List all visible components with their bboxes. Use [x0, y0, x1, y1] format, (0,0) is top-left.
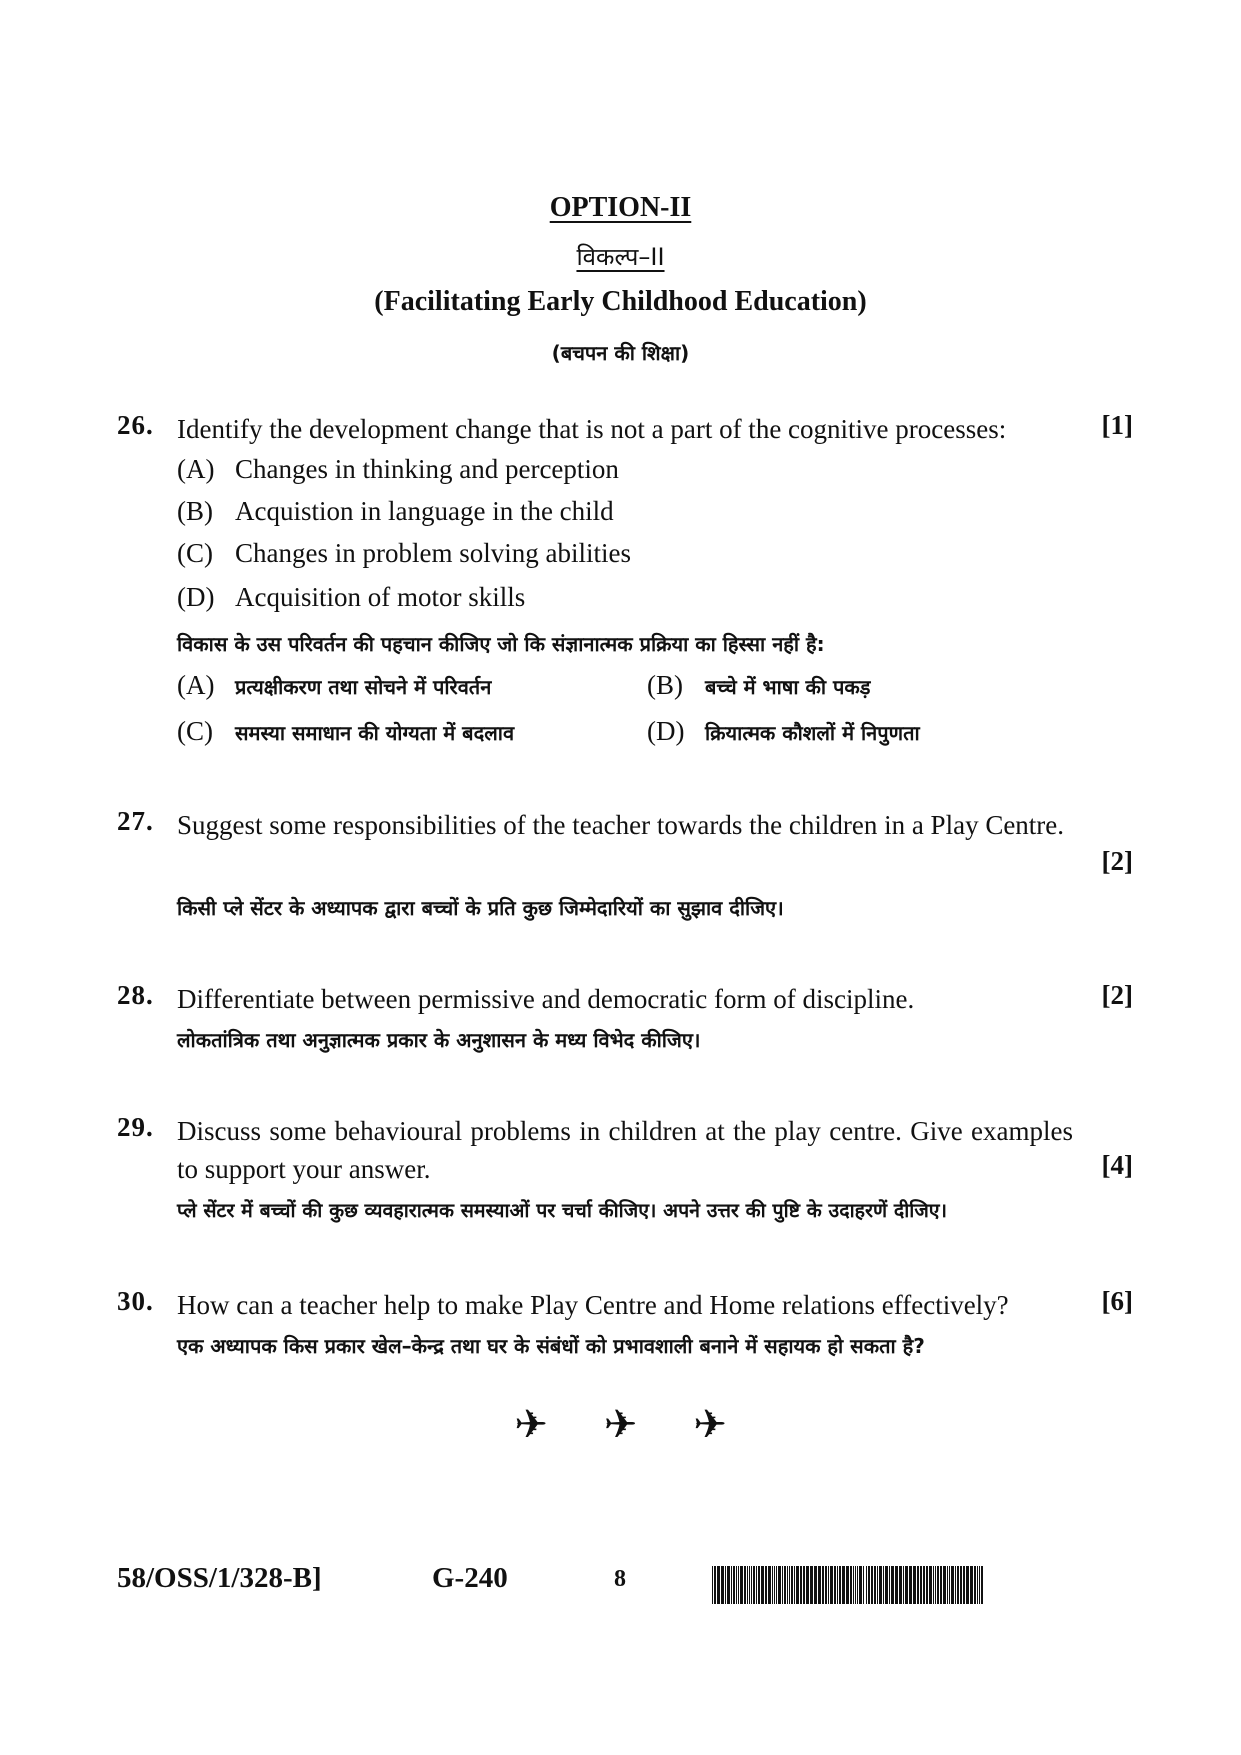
subject-title-hindi: (बचपन की शिक्षा) — [551, 341, 690, 365]
barcode-bar — [957, 1566, 959, 1604]
barcode-bar — [789, 1566, 790, 1604]
barcode-bar — [731, 1566, 732, 1604]
barcode-bar — [751, 1566, 752, 1604]
question-text: Differentiate between permissive and democratic form of discipline. — [177, 984, 915, 1014]
barcode-bar — [859, 1566, 862, 1604]
option-d — [177, 582, 525, 613]
barcode-bar — [929, 1566, 932, 1604]
option-label: (A) — [177, 454, 215, 484]
option-text: क्रियात्मक कौशलों में निपुणता — [705, 721, 920, 745]
barcode-bar — [850, 1566, 852, 1604]
barcode-bar — [834, 1566, 836, 1604]
question-text-hindi: प्ले सेंटर में बच्चों की कुछ व्यवहारात्मक समस्याओं पर चर्चा कीजिए। अपने उत्तर की पुष्टि के उदाहरणें दीजिए। — [177, 1199, 947, 1222]
barcode-bar — [933, 1566, 934, 1604]
option-label: (D) — [177, 582, 215, 612]
barcode-bar — [977, 1566, 978, 1604]
barcode-bar — [905, 1566, 908, 1604]
barcode-bar — [974, 1566, 976, 1604]
option-text: समस्या समाधान की योग्यता में बदलाव — [235, 721, 515, 745]
question-number: 27. — [117, 806, 154, 836]
barcode-bar — [839, 1566, 841, 1604]
barcode-bar — [803, 1566, 805, 1604]
question-text: Identify the development change that is not a part of the cognitive processes: — [177, 414, 1007, 444]
barcode-bar — [747, 1566, 748, 1604]
barcode-bar — [842, 1566, 845, 1604]
barcode-bar — [846, 1566, 849, 1604]
barcode-bar — [923, 1566, 925, 1604]
question-text-hindi: किसी प्ले सेंटर के अध्यापक द्वारा बच्चों के प्रति कुछ जिम्मेदारियों का सुझाव दीजिए। — [177, 896, 784, 920]
barcode-bar — [963, 1566, 965, 1604]
airplane-icon: ✈ — [693, 1402, 727, 1448]
barcode-bar — [740, 1566, 743, 1604]
barcode-bar — [940, 1566, 942, 1604]
barcode-bar — [717, 1566, 720, 1604]
barcode-bar — [857, 1566, 858, 1604]
barcode-bar — [979, 1566, 980, 1604]
barcode-bar — [937, 1566, 939, 1604]
option-title-english: OPTION-II — [549, 192, 692, 223]
barcode-bar — [794, 1566, 795, 1604]
barcode-bar — [756, 1566, 757, 1604]
question-number: 30. — [117, 1286, 154, 1316]
barcode-bar — [753, 1566, 755, 1604]
barcode-bar — [895, 1566, 898, 1604]
barcode-bar — [966, 1566, 969, 1604]
barcode-bar — [943, 1566, 946, 1604]
barcode-bar — [913, 1566, 916, 1604]
option-b — [177, 496, 614, 527]
barcode-bar — [920, 1566, 922, 1604]
barcode-bar — [774, 1566, 775, 1604]
option-text: Acquistion in language in the child — [235, 496, 614, 526]
barcode-bar — [883, 1566, 884, 1604]
barcode-bar — [738, 1566, 739, 1604]
question-text: How can a teacher help to make Play Centre and Home relations effectively? — [177, 1290, 1009, 1320]
barcode-bar — [818, 1566, 821, 1604]
barcode-bar — [868, 1566, 870, 1604]
barcode-bar — [960, 1566, 962, 1604]
question-number: 29. — [117, 1112, 154, 1142]
barcode-bar — [951, 1566, 954, 1604]
option-b-hindi — [647, 670, 870, 701]
barcode-bar — [814, 1566, 817, 1604]
barcode-bar — [889, 1566, 890, 1604]
barcode-bar — [768, 1566, 771, 1604]
barcode-bar — [955, 1566, 956, 1604]
option-text: बच्चे में भाषा की पकड़ — [705, 675, 871, 699]
paper-set: G-240 — [432, 1562, 508, 1594]
barcode-bar — [772, 1566, 773, 1604]
barcode-bar — [981, 1566, 983, 1604]
barcode-bar — [879, 1566, 882, 1604]
barcode-bar — [778, 1566, 781, 1604]
barcode-bar — [830, 1566, 833, 1604]
question-text: Discuss some behavioural problems in children at the play centre. Give examples to support your answer. — [177, 1116, 1073, 1184]
barcode-bar — [822, 1566, 824, 1604]
question-marks: [2] — [1101, 846, 1133, 876]
barcode-bar — [758, 1566, 760, 1604]
question-marks: [2] — [1101, 980, 1133, 1010]
barcode-bar — [877, 1566, 878, 1604]
option-c — [177, 538, 631, 569]
barcode-bar — [903, 1566, 904, 1604]
option-c-hindi — [177, 716, 514, 747]
barcode-bar — [899, 1566, 902, 1604]
barcode-bar — [721, 1566, 724, 1604]
option-label: (D) — [647, 716, 685, 746]
barcode-bar — [796, 1566, 799, 1604]
barcode-bar — [744, 1566, 746, 1604]
barcode-bar — [917, 1566, 919, 1604]
barcode-bar — [874, 1566, 876, 1604]
barcode-bar — [949, 1566, 950, 1604]
barcode-bar — [828, 1566, 829, 1604]
question-text-hindi: एक अध्यापक किस प्रकार खेल–केन्द्र तथा घर के संबंधों को प्रभावशाली बनाने में सहायक हो सकता है? — [177, 1334, 925, 1358]
barcode-bar — [909, 1566, 912, 1604]
paper-code: 58/OSS/1/328-B] — [117, 1562, 322, 1594]
option-label: (B) — [647, 670, 683, 700]
question-text: Suggest some responsibilities of the teacher towards the children in a Play Centre. — [177, 810, 1065, 840]
airplane-icon: ✈ — [603, 1402, 638, 1448]
option-d-hindi — [647, 716, 920, 747]
option-label: (C) — [177, 538, 213, 568]
barcode-bar — [714, 1566, 716, 1604]
barcode-bar — [733, 1566, 735, 1604]
question-marks: [6] — [1101, 1286, 1133, 1316]
barcode-bar — [787, 1566, 788, 1604]
end-of-section-marks — [0, 1402, 1241, 1448]
barcode-bar — [782, 1566, 783, 1604]
barcode-bar — [891, 1566, 894, 1604]
barcode-bar — [800, 1566, 802, 1604]
option-a — [177, 454, 619, 485]
barcode-image — [712, 1566, 984, 1604]
barcode-bar — [866, 1566, 867, 1604]
option-label: (C) — [177, 716, 213, 746]
barcode-bar — [947, 1566, 948, 1604]
option-title-hindi — [0, 240, 1241, 273]
barcode-bar — [791, 1566, 793, 1604]
barcode-bar — [712, 1566, 713, 1604]
barcode-bar — [776, 1566, 777, 1604]
question-text-hindi: विकास के उस परिवर्तन की पहचान कीजिए जो कि संज्ञानात्मक प्रक्रिया का हिस्सा नहीं है: — [177, 632, 825, 656]
option-text: प्रत्यक्षीकरण तथा सोचने में परिवर्तन — [235, 675, 492, 699]
barcode-bar — [970, 1566, 973, 1604]
barcode-bar — [765, 1566, 767, 1604]
airplane-icon: ✈ — [514, 1402, 548, 1448]
barcode-bar — [885, 1566, 888, 1604]
option-title-hindi-text: विकल्प–II — [576, 243, 665, 271]
subject-title-english: (Facilitating Early Childhood Education) — [374, 286, 867, 317]
barcode-bar — [761, 1566, 764, 1604]
option-text: Acquisition of motor skills — [235, 582, 526, 612]
barcode-bar — [863, 1566, 864, 1604]
barcode-bar — [837, 1566, 838, 1604]
option-a-hindi — [177, 670, 491, 701]
barcode-bar — [806, 1566, 809, 1604]
option-label: (A) — [177, 670, 215, 700]
barcode-bar — [784, 1566, 786, 1604]
option-label: (B) — [177, 496, 213, 526]
barcode-bar — [926, 1566, 928, 1604]
page-number: 8 — [614, 1566, 626, 1592]
question-number: 26. — [117, 410, 154, 440]
barcode-bar — [825, 1566, 827, 1604]
barcode-bar — [853, 1566, 854, 1604]
barcode-bar — [749, 1566, 750, 1604]
question-marks: [1] — [1101, 410, 1133, 440]
option-text: Changes in thinking and perception — [235, 454, 619, 484]
barcode-bar — [855, 1566, 856, 1604]
question-number: 28. — [117, 980, 154, 1010]
barcode-bar — [725, 1566, 726, 1604]
barcode-bar — [736, 1566, 737, 1604]
option-text: Changes in problem solving abilities — [235, 538, 631, 568]
barcode-bar — [871, 1566, 873, 1604]
barcode-bar — [935, 1566, 936, 1604]
barcode-bar — [810, 1566, 813, 1604]
question-text-hindi: लोकतांत्रिक तथा अनुज्ञात्मक प्रकार के अनुशासन के मध्य विभेद कीजिए। — [177, 1028, 701, 1052]
question-marks: [4] — [1101, 1150, 1133, 1180]
barcode-bar — [727, 1566, 730, 1604]
